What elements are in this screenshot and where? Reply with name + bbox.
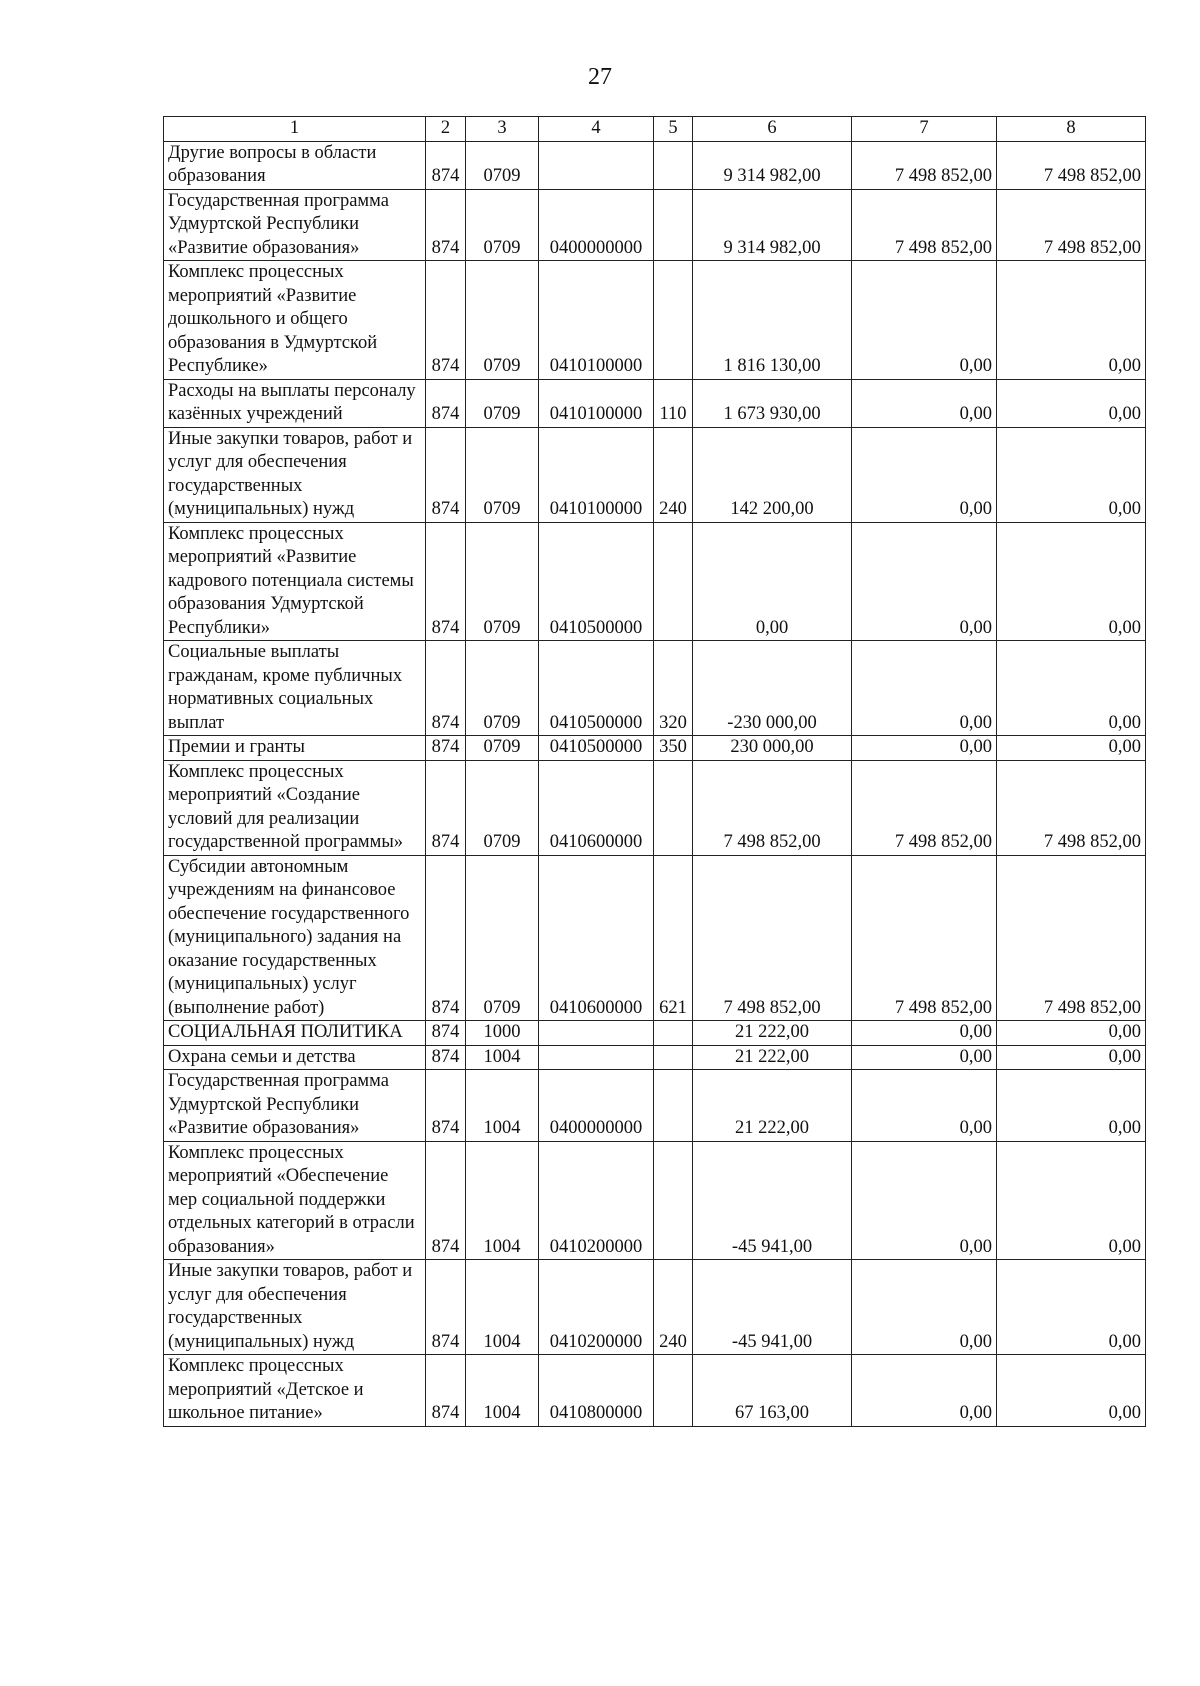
row-amount-cell: 0,00 [997, 1045, 1146, 1070]
table-row [164, 736, 1146, 761]
table-row [164, 189, 1146, 261]
row-name-cell: Комплекс процессных мероприятий «Развитие кадрового потенциала системы образования Удмуртской Республики» [164, 522, 426, 641]
row-amount-cell: 0,00 [852, 379, 997, 427]
row-section-cell: 0709 [466, 379, 539, 427]
row-name-cell: Иные закупки товаров, работ и услуг для обеспечения государственных (муниципальных) нужд [164, 427, 426, 522]
row-amount-cell: 0,00 [852, 1070, 997, 1142]
row-amount-cell: 0,00 [997, 522, 1146, 641]
row-section-cell: 0709 [466, 855, 539, 1021]
budget-table [163, 116, 1146, 1427]
row-amount-cell: 21 222,00 [693, 1070, 852, 1142]
table-row [164, 1021, 1146, 1046]
column-header: 6 [693, 117, 852, 142]
row-section-cell: 1004 [466, 1260, 539, 1355]
row-target-cell: 0410100000 [539, 427, 654, 522]
row-amount-cell: 21 222,00 [693, 1045, 852, 1070]
row-amount-cell: 7 498 852,00 [693, 855, 852, 1021]
row-amount-cell: 0,00 [852, 1045, 997, 1070]
row-target-cell [539, 141, 654, 189]
row-expense-type-cell: 320 [654, 641, 693, 736]
row-amount-cell: 0,00 [997, 379, 1146, 427]
row-amount-cell: 0,00 [693, 522, 852, 641]
table-row [164, 1045, 1146, 1070]
table-row [164, 427, 1146, 522]
row-expense-type-cell [654, 1045, 693, 1070]
row-name-cell: Комплекс процессных мероприятий «Обеспечение мер социальной поддержки отдельных категорий в отрасли образования» [164, 1141, 426, 1260]
row-amount-cell: 0,00 [997, 1070, 1146, 1142]
row-department-cell: 874 [426, 379, 466, 427]
table-row [164, 1070, 1146, 1142]
row-target-cell [539, 1021, 654, 1046]
row-target-cell: 0410600000 [539, 760, 654, 855]
row-amount-cell: 0,00 [852, 641, 997, 736]
row-department-cell: 874 [426, 1355, 466, 1427]
row-expense-type-cell: 240 [654, 1260, 693, 1355]
row-amount-cell: 0,00 [852, 522, 997, 641]
row-amount-cell: 1 816 130,00 [693, 261, 852, 380]
row-target-cell: 0410600000 [539, 855, 654, 1021]
row-department-cell: 874 [426, 760, 466, 855]
row-expense-type-cell: 240 [654, 427, 693, 522]
column-header: 5 [654, 117, 693, 142]
row-target-cell: 0410500000 [539, 641, 654, 736]
row-target-cell: 0410500000 [539, 736, 654, 761]
row-amount-cell: -45 941,00 [693, 1260, 852, 1355]
row-section-cell: 1004 [466, 1141, 539, 1260]
row-department-cell: 874 [426, 261, 466, 380]
row-target-cell: 0400000000 [539, 1070, 654, 1142]
row-department-cell: 874 [426, 641, 466, 736]
header-row [164, 117, 1146, 142]
row-section-cell: 0709 [466, 261, 539, 380]
row-section-cell: 0709 [466, 736, 539, 761]
row-expense-type-cell: 621 [654, 855, 693, 1021]
row-name-cell: Расходы на выплаты персоналу казённых учреждений [164, 379, 426, 427]
row-amount-cell: 0,00 [852, 736, 997, 761]
row-amount-cell: 7 498 852,00 [852, 189, 997, 261]
row-name-cell: Комплекс процессных мероприятий «Развитие дошкольного и общего образования в Удмуртской Республике» [164, 261, 426, 380]
row-expense-type-cell [654, 522, 693, 641]
row-department-cell: 874 [426, 189, 466, 261]
row-amount-cell: 21 222,00 [693, 1021, 852, 1046]
row-target-cell: 0410500000 [539, 522, 654, 641]
row-amount-cell: 0,00 [852, 1355, 997, 1427]
row-section-cell: 1004 [466, 1045, 539, 1070]
row-department-cell: 874 [426, 1260, 466, 1355]
row-amount-cell: 67 163,00 [693, 1355, 852, 1427]
row-section-cell: 0709 [466, 141, 539, 189]
row-expense-type-cell [654, 760, 693, 855]
page-number: 27 [588, 64, 612, 90]
row-expense-type-cell [654, 1021, 693, 1046]
row-name-cell: Комплекс процессных мероприятий «Создание условий для реализации государственной программы» [164, 760, 426, 855]
column-header: 4 [539, 117, 654, 142]
row-amount-cell: 7 498 852,00 [997, 760, 1146, 855]
row-amount-cell: -230 000,00 [693, 641, 852, 736]
table-row [164, 760, 1146, 855]
row-expense-type-cell [654, 1355, 693, 1427]
row-expense-type-cell [654, 141, 693, 189]
row-target-cell: 0410200000 [539, 1260, 654, 1355]
row-section-cell: 0709 [466, 760, 539, 855]
row-name-cell: Премии и гранты [164, 736, 426, 761]
row-department-cell: 874 [426, 1045, 466, 1070]
row-name-cell: СОЦИАЛЬНАЯ ПОЛИТИКА [164, 1021, 426, 1046]
row-amount-cell: 0,00 [852, 1021, 997, 1046]
row-amount-cell: 7 498 852,00 [997, 189, 1146, 261]
row-amount-cell: 7 498 852,00 [693, 760, 852, 855]
table-row [164, 141, 1146, 189]
row-amount-cell: 7 498 852,00 [852, 855, 997, 1021]
table-row [164, 522, 1146, 641]
row-name-cell: Субсидии автономным учреждениям на финансовое обеспечение государственного (муниципального) задания на оказание государственных (муниципальных) услуг (выполнение работ) [164, 855, 426, 1021]
row-expense-type-cell: 350 [654, 736, 693, 761]
column-header: 3 [466, 117, 539, 142]
row-amount-cell: 0,00 [997, 427, 1146, 522]
table-row [164, 1260, 1146, 1355]
row-amount-cell: 0,00 [852, 427, 997, 522]
row-department-cell: 874 [426, 1021, 466, 1046]
row-section-cell: 0709 [466, 189, 539, 261]
row-name-cell: Комплекс процессных мероприятий «Детское и школьное питание» [164, 1355, 426, 1427]
column-header: 2 [426, 117, 466, 142]
row-amount-cell: 0,00 [997, 736, 1146, 761]
row-amount-cell: 0,00 [997, 1021, 1146, 1046]
row-name-cell: Государственная программа Удмуртской Республики «Развитие образования» [164, 189, 426, 261]
table-row [164, 379, 1146, 427]
row-department-cell: 874 [426, 522, 466, 641]
row-amount-cell: 0,00 [852, 1260, 997, 1355]
row-department-cell: 874 [426, 1070, 466, 1142]
row-section-cell: 1004 [466, 1355, 539, 1427]
row-target-cell: 0410800000 [539, 1355, 654, 1427]
row-section-cell: 1000 [466, 1021, 539, 1046]
row-amount-cell: 9 314 982,00 [693, 141, 852, 189]
row-department-cell: 874 [426, 141, 466, 189]
row-amount-cell: 9 314 982,00 [693, 189, 852, 261]
row-expense-type-cell: 110 [654, 379, 693, 427]
row-amount-cell: 1 673 930,00 [693, 379, 852, 427]
row-target-cell: 0410100000 [539, 379, 654, 427]
table-row [164, 1355, 1146, 1427]
row-department-cell: 874 [426, 855, 466, 1021]
row-name-cell: Другие вопросы в области образования [164, 141, 426, 189]
row-amount-cell: 7 498 852,00 [997, 855, 1146, 1021]
row-amount-cell: 230 000,00 [693, 736, 852, 761]
row-amount-cell: 7 498 852,00 [852, 141, 997, 189]
row-name-cell: Государственная программа Удмуртской Республики «Развитие образования» [164, 1070, 426, 1142]
row-amount-cell: 7 498 852,00 [997, 141, 1146, 189]
row-name-cell: Иные закупки товаров, работ и услуг для обеспечения государственных (муниципальных) нужд [164, 1260, 426, 1355]
row-section-cell: 1004 [466, 1070, 539, 1142]
column-header: 8 [997, 117, 1146, 142]
row-target-cell [539, 1045, 654, 1070]
table-row [164, 1141, 1146, 1260]
row-section-cell: 0709 [466, 522, 539, 641]
row-name-cell: Социальные выплаты гражданам, кроме публичных нормативных социальных выплат [164, 641, 426, 736]
row-target-cell: 0400000000 [539, 189, 654, 261]
row-amount-cell: 0,00 [997, 1355, 1146, 1427]
row-name-cell: Охрана семьи и детства [164, 1045, 426, 1070]
row-amount-cell: 0,00 [997, 641, 1146, 736]
row-amount-cell: 0,00 [997, 261, 1146, 380]
row-amount-cell: 0,00 [852, 1141, 997, 1260]
row-department-cell: 874 [426, 736, 466, 761]
row-expense-type-cell [654, 1141, 693, 1260]
row-expense-type-cell [654, 1070, 693, 1142]
row-expense-type-cell [654, 261, 693, 380]
row-target-cell: 0410100000 [539, 261, 654, 380]
row-section-cell: 0709 [466, 641, 539, 736]
row-amount-cell: 7 498 852,00 [852, 760, 997, 855]
row-amount-cell: -45 941,00 [693, 1141, 852, 1260]
row-amount-cell: 0,00 [997, 1260, 1146, 1355]
row-amount-cell: 0,00 [997, 1141, 1146, 1260]
table-row [164, 641, 1146, 736]
row-target-cell: 0410200000 [539, 1141, 654, 1260]
table-row [164, 855, 1146, 1021]
row-expense-type-cell [654, 189, 693, 261]
row-department-cell: 874 [426, 427, 466, 522]
row-amount-cell: 142 200,00 [693, 427, 852, 522]
column-header: 7 [852, 117, 997, 142]
column-header: 1 [164, 117, 426, 142]
row-department-cell: 874 [426, 1141, 466, 1260]
row-section-cell: 0709 [466, 427, 539, 522]
row-amount-cell: 0,00 [852, 261, 997, 380]
table-row [164, 261, 1146, 380]
